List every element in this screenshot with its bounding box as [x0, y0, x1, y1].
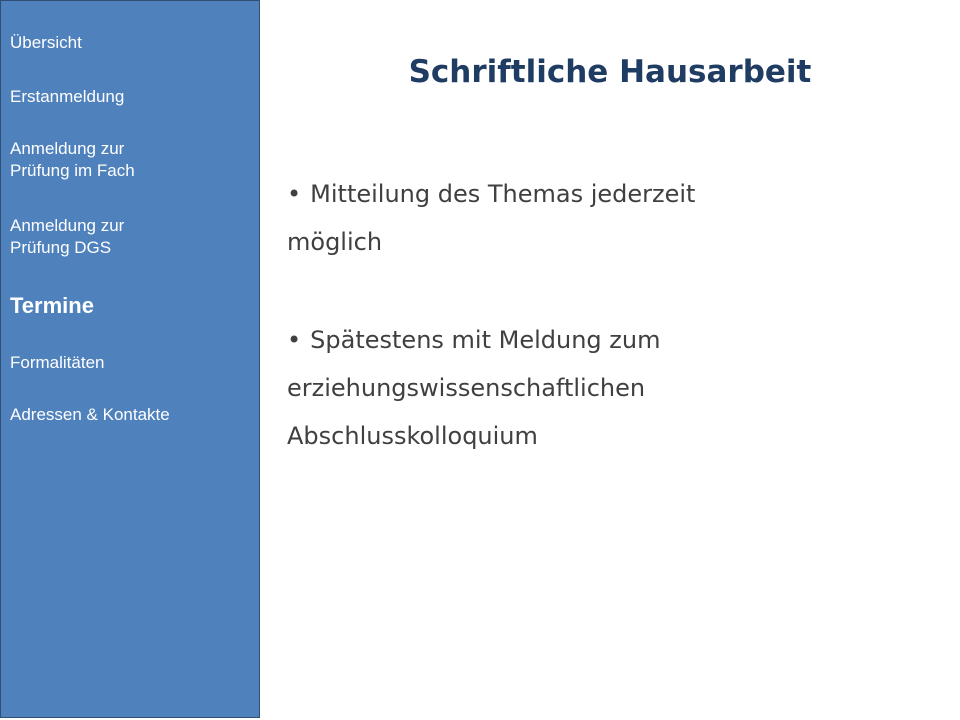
sidebar-item-termine[interactable]: Termine	[10, 293, 94, 318]
sidebar-item-erstanmeldung[interactable]: Erstanmeldung	[10, 87, 125, 106]
bullet-item	[287, 316, 927, 460]
sidebar-item-anmeldung-fach[interactable]: Anmeldung zur Prüfung im Fach	[10, 139, 135, 180]
sidebar-item-adressen-kontakte[interactable]: Adressen & Kontakte	[10, 405, 170, 424]
bullet-text: Mitteilung des Themas jederzeit möglich	[287, 180, 696, 256]
bullet-icon: •	[287, 326, 302, 354]
sidebar-item-anmeldung-dgs[interactable]: Anmeldung zur Prüfung DGS	[10, 216, 125, 257]
page-title: Schriftliche Hausarbeit	[408, 54, 812, 90]
sidebar	[0, 0, 260, 718]
bullet-icon: •	[287, 180, 302, 208]
sidebar-item-uebersicht[interactable]: Übersicht	[10, 33, 82, 52]
bullet-list	[287, 170, 927, 460]
bullet-item	[287, 170, 927, 266]
bullet-text: Spätestens mit Meldung zum erziehungswissenschaftlichen Abschlusskolloquium	[287, 326, 661, 450]
sidebar-item-formalitaeten[interactable]: Formalitäten	[10, 353, 105, 372]
